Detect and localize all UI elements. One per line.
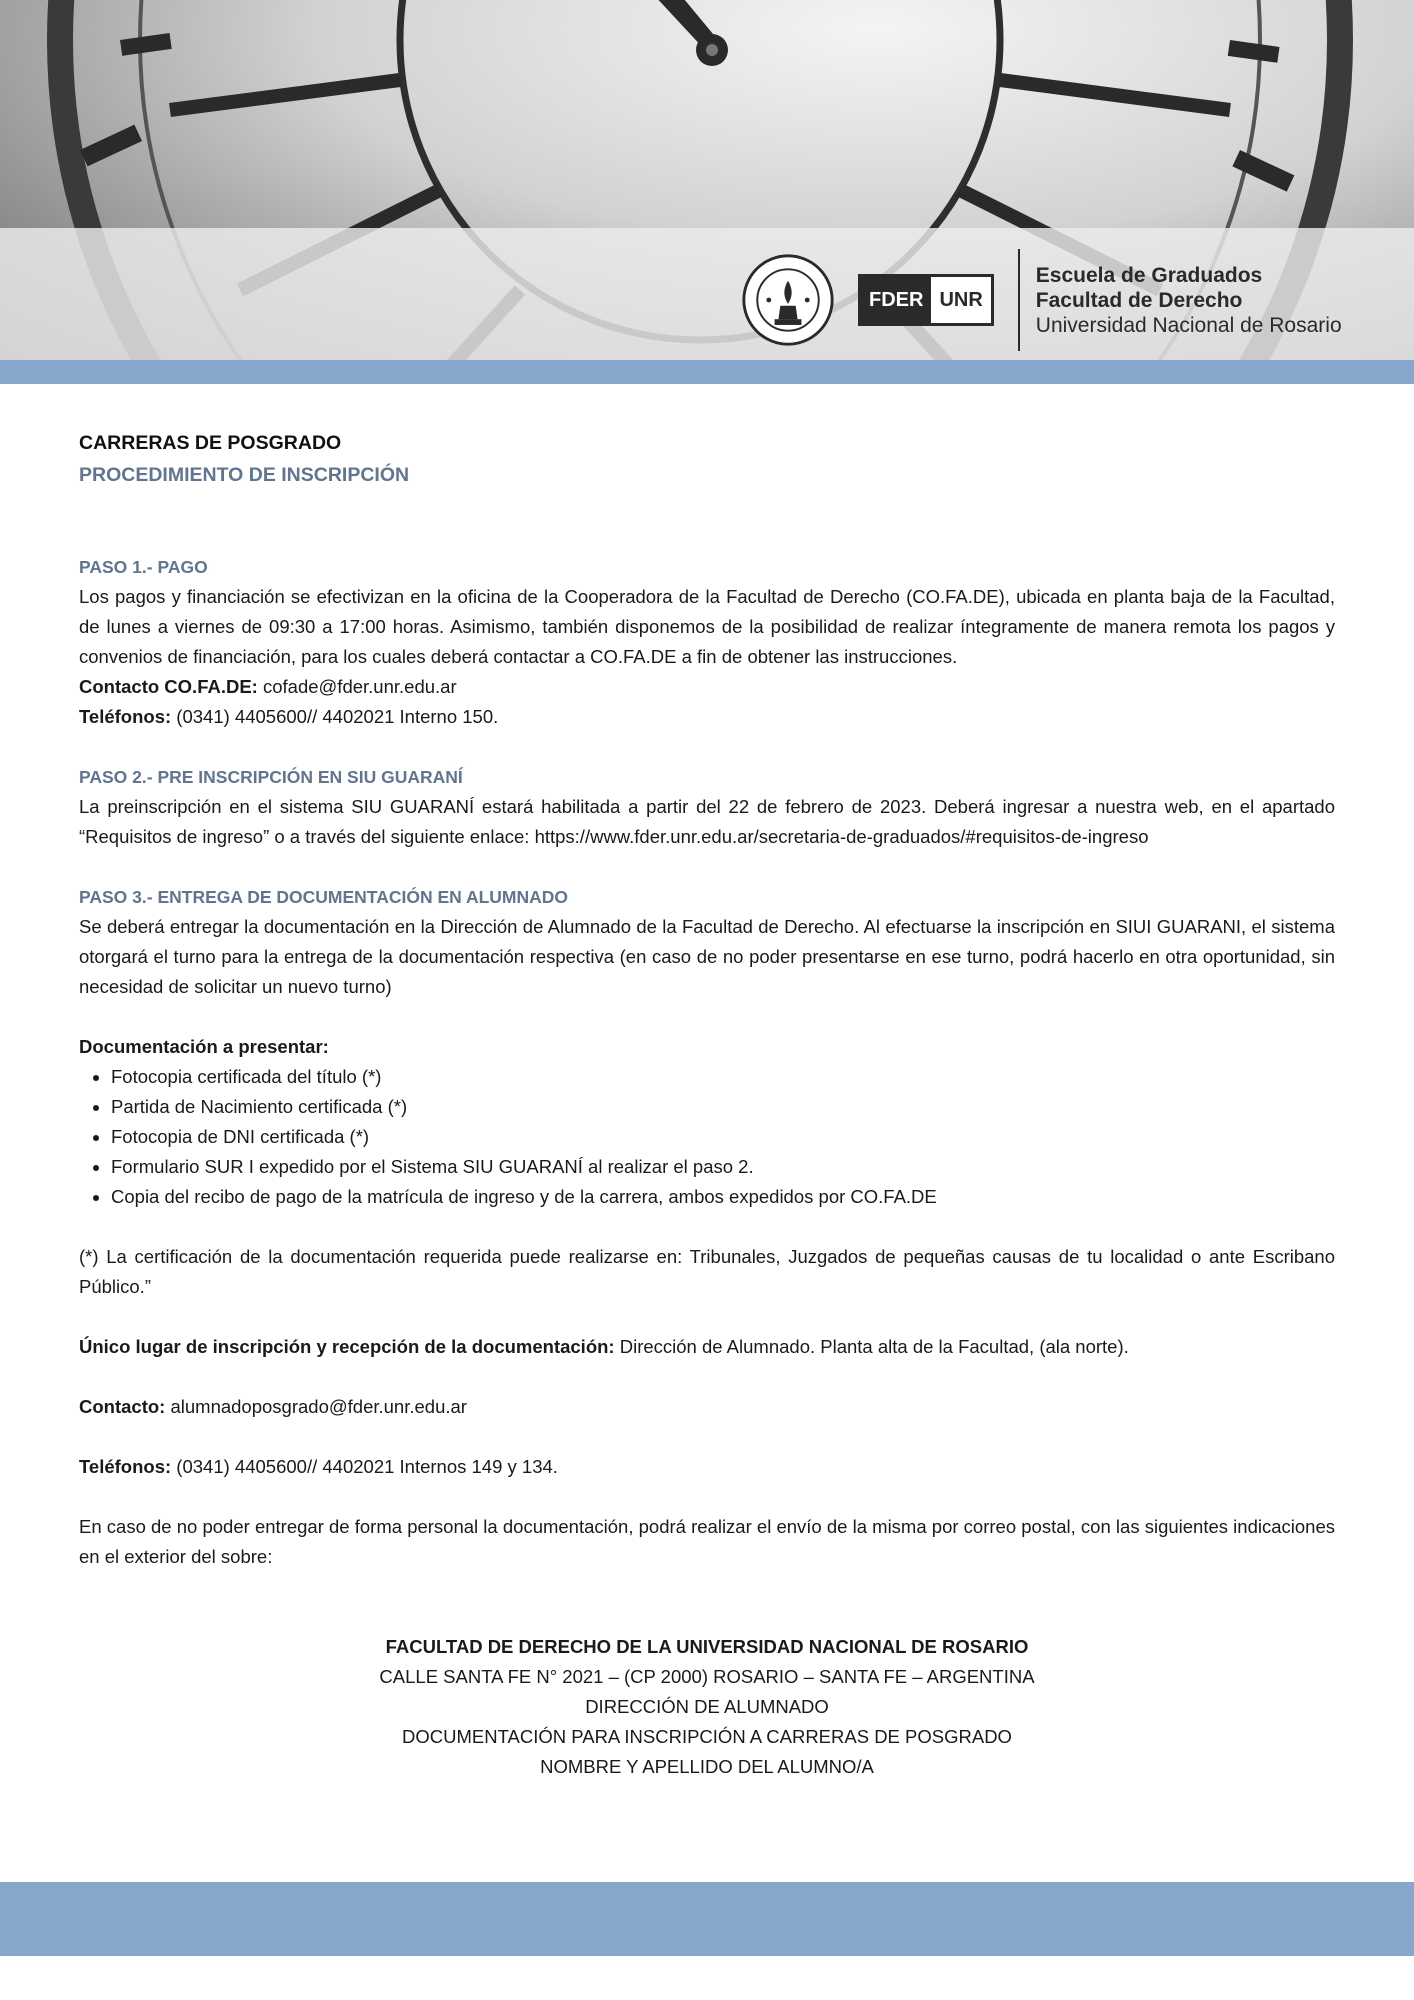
- step1-phones: [79, 702, 1335, 732]
- step1-phones-label: Teléfonos:: [79, 706, 172, 727]
- page-subtitle: PROCEDIMIENTO DE INSCRIPCIÓN: [79, 464, 410, 486]
- docs-list-item: • Formulario SUR I expedido por el Sistema SIU GUARANÍ al realizar el paso 2.: [111, 1152, 1335, 1182]
- address-line-1-text: FACULTAD DE DERECHO DE LA UNIVERSIDAD NACIONAL DE ROSARIO: [385, 1636, 1029, 1657]
- address-line-1: [79, 1632, 1335, 1662]
- header-accent-bar: [0, 360, 1414, 384]
- docs-list-item: • Fotocopia certificada del título (*): [111, 1062, 1335, 1092]
- step1-body: Los pagos y financiación se efectivizan en la oficina de la Cooperadora de la Facultad de Derecho (CO.FA.DE), ubicada en planta baja de la Facultad, de lunes a viernes de 09:30 a 17:00 horas. Asimismo, también disponemos de la posibilidad de realizar íntegramente de manera remota los pagos y convenios de financiación, para los cuales deberá contactar a CO.FA.DE a fin de obtener las instrucciones.: [79, 586, 1335, 667]
- school-name-line3: Universidad Nacional de Rosario: [1035, 313, 1342, 337]
- school-name-line2: Facultad de Derecho: [1035, 288, 1243, 312]
- place-info: [79, 1332, 1335, 1362]
- docs-list-item: • Fotocopia de DNI certificada (*): [111, 1122, 1335, 1152]
- address-line-4: DOCUMENTACIÓN PARA INSCRIPCIÓN A CARRERAS DE POSGRADO: [402, 1726, 1012, 1747]
- address-line-3: DIRECCIÓN DE ALUMNADO: [585, 1696, 829, 1717]
- footer-accent-bar: [0, 1882, 1414, 1956]
- alumnado-contact-label: Contacto:: [79, 1396, 166, 1417]
- step1-contact-email: cofade@fder.unr.edu.ar: [257, 676, 457, 697]
- docs-list-item: • Copia del recibo de pago de la matrícula de ingreso y de la carrera, ambos expedidos por CO.FA.DE: [111, 1182, 1335, 1212]
- certification-note: (*) La certificación de la documentación requerida puede realizarse en: Tribunales, Juzgados de pequeñas causas de tu localidad o ante Escribano Público.”: [79, 1246, 1335, 1297]
- alumnado-phones: [79, 1452, 1335, 1482]
- step1-contact-label: Contacto CO.FA.DE:: [79, 676, 258, 697]
- place-value: Dirección de Alumnado. Planta alta de la Facultad, (ala norte).: [614, 1336, 1129, 1357]
- step3-heading: PASO 3.- ENTREGA DE DOCUMENTACIÓN EN ALUMNADO: [79, 887, 569, 907]
- fder-unr-logo: [858, 274, 994, 326]
- step1-heading: PASO 1.- PAGO: [79, 557, 208, 577]
- step1-contact: [79, 672, 1335, 702]
- alumnado-contact: [79, 1392, 1335, 1422]
- institution-logos: [740, 245, 1342, 355]
- postal-note: En caso de no poder entregar de forma personal la documentación, podrá realizar el envío de la misma por correo postal, con las siguientes indicaciones en el exterior del sobre:: [79, 1516, 1335, 1567]
- step3-body: Se deberá entregar la documentación en la Dirección de Alumnado de la Facultad de Derecho. Al efectuarse la inscripción en SIUI GUARANI, el sistema otorgará el turno para la entrega de la documentación respectiva (en caso de no poder presentarse en ese turno, podrá hacerlo en otra oportunidad, sin necesidad de solicitar un nuevo turno): [79, 916, 1335, 997]
- page-title: CARRERAS DE POSGRADO: [79, 432, 342, 454]
- step2-body: La preinscripción en el sistema SIU GUARANÍ estará habilitada a partir del 22 de febrero de 2023. Deberá ingresar a nuestra web, en el apartado “Requisitos de ingreso” o a través del siguiente enlace: https://www.fder.unr.edu.ar/secretaria-de-graduados/#requisitos-de-ingreso: [79, 796, 1335, 847]
- unr-logo-text: UNR: [931, 277, 990, 323]
- fder-logo-text: FDER: [861, 277, 931, 323]
- alumnado-phones-value: (0341) 4405600// 4402021 Internos 149 y 134.: [171, 1456, 558, 1477]
- alumnado-phones-label: Teléfonos:: [79, 1456, 172, 1477]
- step1-phones-value: (0341) 4405600// 4402021 Interno 150.: [171, 706, 499, 727]
- alumnado-contact-email: alumnadoposgrado@fder.unr.edu.ar: [165, 1396, 467, 1417]
- docs-label-text: Documentación a presentar:: [79, 1036, 329, 1057]
- address-line-2: CALLE SANTA FE N° 2021 – (CP 2000) ROSARIO – SANTA FE – ARGENTINA: [379, 1666, 1035, 1687]
- docs-label: [79, 1032, 1335, 1062]
- header-banner: [0, 0, 1414, 360]
- address-line-5: NOMBRE Y APELLIDO DEL ALUMNO/A: [540, 1756, 874, 1777]
- docs-list: [79, 1062, 1335, 1212]
- postal-address-block: [79, 1632, 1335, 1782]
- school-name-block: [1036, 263, 1342, 338]
- step2-heading: PASO 2.- PRE INSCRIPCIÓN EN SIU GUARANÍ: [79, 767, 463, 787]
- logo-divider: [1018, 249, 1020, 351]
- place-label: Único lugar de inscripción y recepción de la documentación:: [79, 1336, 615, 1357]
- school-name-line1: Escuela de Graduados: [1035, 263, 1263, 287]
- document-body: [79, 428, 1335, 1782]
- docs-list-item: • Partida de Nacimiento certificada (*): [111, 1092, 1335, 1122]
- unr-seal-icon: [740, 252, 836, 348]
